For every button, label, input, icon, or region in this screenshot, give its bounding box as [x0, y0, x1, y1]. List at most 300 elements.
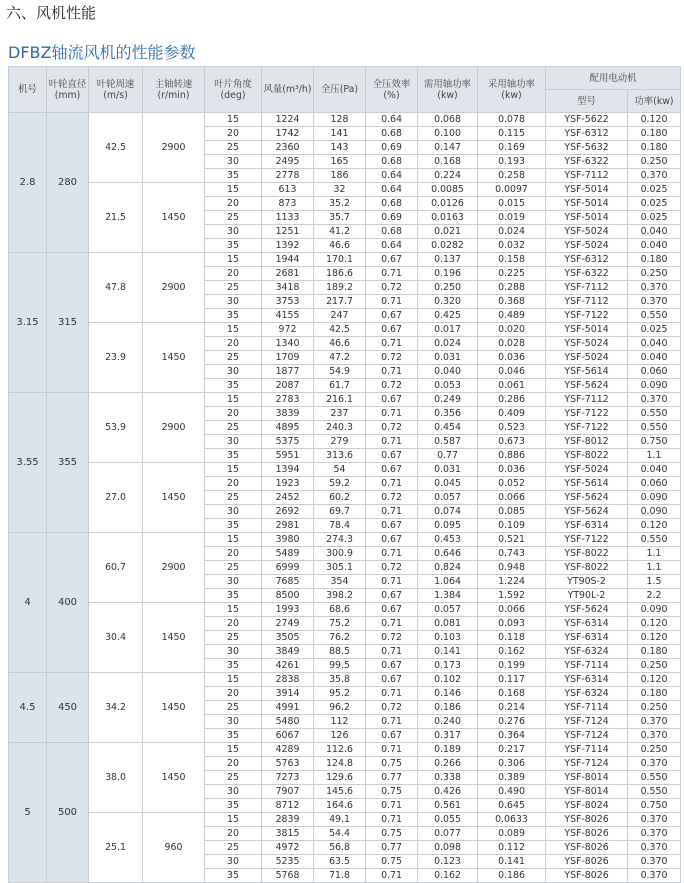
used-power-cell: 0.015: [478, 197, 546, 211]
motor-power-cell: 0.550: [628, 771, 681, 785]
used-power-cell: 0.141: [478, 855, 546, 869]
efficiency-cell: 0.71: [366, 505, 418, 519]
motor-power-cell: 0.250: [628, 155, 681, 169]
motor-model-cell: YSF-7114: [546, 701, 628, 715]
motor-power-cell: 0.250: [628, 659, 681, 673]
efficiency-cell: 0.71: [366, 267, 418, 281]
required-power-cell: 0.141: [418, 645, 478, 659]
efficiency-cell: 0.71: [366, 435, 418, 449]
pressure-cell: 240.3: [314, 421, 366, 435]
motor-power-cell: 0.120: [628, 673, 681, 687]
airflow-cell: 2838: [262, 673, 314, 687]
efficiency-cell: 0.64: [366, 113, 418, 127]
blade-angle-cell: 35: [205, 169, 262, 183]
efficiency-cell: 0.69: [366, 211, 418, 225]
required-power-cell: 0.053: [418, 379, 478, 393]
motor-model-cell: YSF-5632: [546, 141, 628, 155]
blade-angle-cell: 30: [205, 155, 262, 169]
used-power-cell: 0.115: [478, 127, 546, 141]
tip-speed-cell: 34.2: [89, 673, 143, 743]
motor-power-cell: 0.025: [628, 197, 681, 211]
required-power-cell: 0.824: [418, 561, 478, 575]
shaft-speed-cell: 1450: [143, 673, 205, 743]
used-power-cell: 0.169: [478, 141, 546, 155]
pressure-cell: 49.1: [314, 813, 366, 827]
efficiency-cell: 0.71: [366, 295, 418, 309]
motor-model-cell: YSF-5624: [546, 603, 628, 617]
motor-model-cell: YSF-6314: [546, 673, 628, 687]
header-total-pressure: 全压(Pa): [314, 67, 366, 113]
airflow-cell: 5235: [262, 855, 314, 869]
required-power-cell: 0.266: [418, 757, 478, 771]
required-power-cell: 0.240: [418, 715, 478, 729]
pressure-cell: 164.6: [314, 799, 366, 813]
motor-power-cell: 0.250: [628, 267, 681, 281]
used-power-cell: 0.276: [478, 715, 546, 729]
motor-power-cell: 0.040: [628, 337, 681, 351]
used-power-cell: 0.225: [478, 267, 546, 281]
required-power-cell: 0.426: [418, 785, 478, 799]
required-power-cell: 0.045: [418, 477, 478, 491]
pressure-cell: 247: [314, 309, 366, 323]
airflow-cell: 7273: [262, 771, 314, 785]
airflow-cell: 2692: [262, 505, 314, 519]
table-row: [9, 253, 681, 267]
used-power-cell: 0.093: [478, 617, 546, 631]
motor-model-cell: YSF-5624: [546, 491, 628, 505]
motor-model-cell: YSF-8012: [546, 435, 628, 449]
header-tip-speed: 叶轮周速(m/s): [89, 67, 143, 113]
motor-model-cell: YSF-8026: [546, 869, 628, 883]
motor-power-cell: 0.370: [628, 757, 681, 771]
airflow-cell: 1709: [262, 351, 314, 365]
motor-power-cell: 0.250: [628, 701, 681, 715]
blade-angle-cell: 15: [205, 603, 262, 617]
motor-model-cell: YSF-8026: [546, 841, 628, 855]
airflow-cell: 2783: [262, 393, 314, 407]
motor-model-cell: YSF-5014: [546, 323, 628, 337]
blade-angle-cell: 35: [205, 869, 262, 883]
motor-power-cell: 0.120: [628, 519, 681, 533]
used-power-cell: 1.224: [478, 575, 546, 589]
motor-model-cell: YSF-5014: [546, 183, 628, 197]
motor-power-cell: 0.550: [628, 309, 681, 323]
motor-model-cell: YSF-8026: [546, 813, 628, 827]
motor-model-cell: YSF-5024: [546, 463, 628, 477]
pressure-cell: 170.1: [314, 253, 366, 267]
table-header: [9, 67, 681, 113]
pressure-cell: 71.8: [314, 869, 366, 883]
pressure-cell: 112.6: [314, 743, 366, 757]
pressure-cell: 216.1: [314, 393, 366, 407]
used-power-cell: 0.193: [478, 155, 546, 169]
blade-angle-cell: 35: [205, 309, 262, 323]
tip-speed-cell: 23.9: [89, 323, 143, 393]
motor-power-cell: 0.040: [628, 351, 681, 365]
required-power-cell: 0.186: [418, 701, 478, 715]
pressure-cell: 141: [314, 127, 366, 141]
motor-model-cell: YSF-6314: [546, 519, 628, 533]
motor-model-cell: YSF-5624: [546, 379, 628, 393]
pressure-cell: 60.2: [314, 491, 366, 505]
airflow-cell: 2778: [262, 169, 314, 183]
airflow-cell: 8712: [262, 799, 314, 813]
used-power-cell: 0.948: [478, 561, 546, 575]
required-power-cell: 0.0126: [418, 197, 478, 211]
airflow-cell: 613: [262, 183, 314, 197]
required-power-cell: 0.068: [418, 113, 478, 127]
table-row: [9, 813, 681, 827]
efficiency-cell: 0.64: [366, 239, 418, 253]
motor-power-cell: 0.370: [628, 715, 681, 729]
motor-model-cell: YT90S-2: [546, 575, 628, 589]
blade-angle-cell: 25: [205, 491, 262, 505]
airflow-cell: 5951: [262, 449, 314, 463]
used-power-cell: 0.673: [478, 435, 546, 449]
motor-model-cell: YSF-7122: [546, 533, 628, 547]
used-power-cell: 0.052: [478, 477, 546, 491]
motor-power-cell: 0.750: [628, 799, 681, 813]
used-power-cell: 0.036: [478, 351, 546, 365]
airflow-cell: 4972: [262, 841, 314, 855]
motor-model-cell: YSF-5614: [546, 365, 628, 379]
used-power-cell: 1.592: [478, 589, 546, 603]
airflow-cell: 3815: [262, 827, 314, 841]
shaft-speed-cell: 2900: [143, 253, 205, 323]
efficiency-cell: 0.75: [366, 855, 418, 869]
blade-angle-cell: 25: [205, 351, 262, 365]
airflow-cell: 2452: [262, 491, 314, 505]
pressure-cell: 35.8: [314, 673, 366, 687]
efficiency-cell: 0.67: [366, 659, 418, 673]
blade-angle-cell: 35: [205, 729, 262, 743]
airflow-cell: 1224: [262, 113, 314, 127]
used-power-cell: 0.158: [478, 253, 546, 267]
efficiency-cell: 0.71: [366, 365, 418, 379]
efficiency-cell: 0.67: [366, 519, 418, 533]
motor-model-cell: YSF-5024: [546, 351, 628, 365]
pressure-cell: 88.5: [314, 645, 366, 659]
motor-power-cell: 1.5: [628, 575, 681, 589]
airflow-cell: 2495: [262, 155, 314, 169]
table-row: [9, 603, 681, 617]
motor-power-cell: 2.2: [628, 589, 681, 603]
blade-angle-cell: 30: [205, 785, 262, 799]
motor-power-cell: 0.120: [628, 113, 681, 127]
airflow-cell: 1877: [262, 365, 314, 379]
impeller-diameter-cell: 500: [47, 743, 89, 883]
required-power-cell: 0.024: [418, 337, 478, 351]
motor-model-cell: YSF-7112: [546, 169, 628, 183]
motor-power-cell: 1.1: [628, 561, 681, 575]
airflow-cell: 2087: [262, 379, 314, 393]
blade-angle-cell: 15: [205, 533, 262, 547]
required-power-cell: 0.055: [418, 813, 478, 827]
efficiency-cell: 0.72: [366, 421, 418, 435]
blade-angle-cell: 20: [205, 687, 262, 701]
motor-model-cell: YSF-6322: [546, 155, 628, 169]
efficiency-cell: 0.68: [366, 127, 418, 141]
used-power-cell: 0.306: [478, 757, 546, 771]
motor-power-cell: 0.250: [628, 743, 681, 757]
motor-power-cell: 0.370: [628, 393, 681, 407]
header-shaft-speed: 主轴转速(r/min): [143, 67, 205, 113]
efficiency-cell: 0.67: [366, 253, 418, 267]
motor-power-cell: 0.550: [628, 407, 681, 421]
used-power-cell: 0.368: [478, 295, 546, 309]
tip-speed-cell: 42.5: [89, 113, 143, 183]
required-power-cell: 0.123: [418, 855, 478, 869]
required-power-cell: 1.064: [418, 575, 478, 589]
pressure-cell: 32: [314, 183, 366, 197]
header-motor-model: 型号: [546, 90, 628, 113]
motor-power-cell: 0.370: [628, 827, 681, 841]
efficiency-cell: 0.64: [366, 169, 418, 183]
efficiency-cell: 0.72: [366, 351, 418, 365]
pressure-cell: 237: [314, 407, 366, 421]
required-power-cell: 0.137: [418, 253, 478, 267]
blade-angle-cell: 25: [205, 211, 262, 225]
shaft-speed-cell: 1450: [143, 323, 205, 393]
shaft-speed-cell: 2900: [143, 393, 205, 463]
pressure-cell: 398.2: [314, 589, 366, 603]
efficiency-cell: 0.72: [366, 491, 418, 505]
used-power-cell: 0.199: [478, 659, 546, 673]
airflow-cell: 873: [262, 197, 314, 211]
pressure-cell: 69.7: [314, 505, 366, 519]
airflow-cell: 3505: [262, 631, 314, 645]
airflow-cell: 3914: [262, 687, 314, 701]
used-power-cell: 0.020: [478, 323, 546, 337]
section-title: 六、风机性能: [6, 4, 97, 22]
efficiency-cell: 0.67: [366, 673, 418, 687]
used-power-cell: 0.186: [478, 869, 546, 883]
required-power-cell: 0.098: [418, 841, 478, 855]
pressure-cell: 61.7: [314, 379, 366, 393]
blade-angle-cell: 25: [205, 281, 262, 295]
required-power-cell: 1.384: [418, 589, 478, 603]
airflow-cell: 5763: [262, 757, 314, 771]
airflow-cell: 7685: [262, 575, 314, 589]
blade-angle-cell: 30: [205, 645, 262, 659]
efficiency-cell: 0.75: [366, 785, 418, 799]
motor-model-cell: YSF-8014: [546, 785, 628, 799]
header-impeller-diameter: 叶轮直径(mm): [47, 67, 89, 113]
required-power-cell: 0.173: [418, 659, 478, 673]
machine-no-cell: 5: [9, 743, 47, 883]
blade-angle-cell: 35: [205, 519, 262, 533]
used-power-cell: 0.078: [478, 113, 546, 127]
required-power-cell: 0.040: [418, 365, 478, 379]
pressure-cell: 68.6: [314, 603, 366, 617]
required-power-cell: 0.100: [418, 127, 478, 141]
machine-no-cell: 4: [9, 533, 47, 673]
impeller-diameter-cell: 400: [47, 533, 89, 673]
impeller-diameter-cell: 315: [47, 253, 89, 393]
tip-speed-cell: 47.8: [89, 253, 143, 323]
shaft-speed-cell: 1450: [143, 743, 205, 813]
required-power-cell: 0.077: [418, 827, 478, 841]
required-power-cell: 0.0282: [418, 239, 478, 253]
efficiency-cell: 0.64: [366, 183, 418, 197]
used-power-cell: 0.286: [478, 393, 546, 407]
blade-angle-cell: 20: [205, 267, 262, 281]
blade-angle-cell: 30: [205, 855, 262, 869]
required-power-cell: 0.0163: [418, 211, 478, 225]
motor-model-cell: YSF-7112: [546, 281, 628, 295]
used-power-cell: 0.032: [478, 239, 546, 253]
motor-model-cell: YSF-6324: [546, 645, 628, 659]
motor-power-cell: 0.180: [628, 253, 681, 267]
airflow-cell: 2681: [262, 267, 314, 281]
tip-speed-cell: 21.5: [89, 183, 143, 253]
required-power-cell: 0.168: [418, 155, 478, 169]
used-power-cell: 0.409: [478, 407, 546, 421]
motor-power-cell: 0.370: [628, 869, 681, 883]
required-power-cell: 0.224: [418, 169, 478, 183]
pressure-cell: 46.6: [314, 239, 366, 253]
blade-angle-cell: 25: [205, 631, 262, 645]
motor-model-cell: YSF-8022: [546, 449, 628, 463]
pressure-cell: 186: [314, 169, 366, 183]
airflow-cell: 1133: [262, 211, 314, 225]
motor-power-cell: 0.060: [628, 477, 681, 491]
blade-angle-cell: 20: [205, 547, 262, 561]
blade-angle-cell: 35: [205, 239, 262, 253]
motor-power-cell: 0.040: [628, 239, 681, 253]
airflow-cell: 6999: [262, 561, 314, 575]
impeller-diameter-cell: 280: [47, 113, 89, 253]
required-power-cell: 0.147: [418, 141, 478, 155]
required-power-cell: 0.146: [418, 687, 478, 701]
used-power-cell: 0.489: [478, 309, 546, 323]
pressure-cell: 78.4: [314, 519, 366, 533]
blade-angle-cell: 20: [205, 337, 262, 351]
efficiency-cell: 0.68: [366, 225, 418, 239]
pressure-cell: 59.2: [314, 477, 366, 491]
used-power-cell: 0.118: [478, 631, 546, 645]
header-airflow: 风量(m³/h): [262, 67, 314, 113]
airflow-cell: 1340: [262, 337, 314, 351]
required-power-cell: 0.057: [418, 491, 478, 505]
motor-power-cell: 0.370: [628, 729, 681, 743]
used-power-cell: 0.112: [478, 841, 546, 855]
required-power-cell: 0.196: [418, 267, 478, 281]
motor-power-cell: 0.750: [628, 435, 681, 449]
used-power-cell: 0.490: [478, 785, 546, 799]
fan-performance-table: [8, 66, 681, 883]
blade-angle-cell: 15: [205, 183, 262, 197]
motor-power-cell: 0.090: [628, 505, 681, 519]
motor-model-cell: YSF-5014: [546, 211, 628, 225]
efficiency-cell: 0.72: [366, 701, 418, 715]
blade-angle-cell: 25: [205, 421, 262, 435]
pressure-cell: 75.2: [314, 617, 366, 631]
used-power-cell: 0.521: [478, 533, 546, 547]
pressure-cell: 128: [314, 113, 366, 127]
motor-power-cell: 0.120: [628, 617, 681, 631]
required-power-cell: 0.189: [418, 743, 478, 757]
airflow-cell: 2981: [262, 519, 314, 533]
efficiency-cell: 0.67: [366, 589, 418, 603]
efficiency-cell: 0.71: [366, 869, 418, 883]
motor-model-cell: YSF-5622: [546, 113, 628, 127]
used-power-cell: 0.024: [478, 225, 546, 239]
used-power-cell: 0.168: [478, 687, 546, 701]
blade-angle-cell: 35: [205, 449, 262, 463]
tip-speed-cell: 27.0: [89, 463, 143, 533]
table-body: [9, 113, 681, 883]
shaft-speed-cell: 1450: [143, 183, 205, 253]
airflow-cell: 3418: [262, 281, 314, 295]
used-power-cell: 0.258: [478, 169, 546, 183]
airflow-cell: 5489: [262, 547, 314, 561]
airflow-cell: 1251: [262, 225, 314, 239]
shaft-speed-cell: 1450: [143, 603, 205, 673]
required-power-cell: 0.561: [418, 799, 478, 813]
motor-power-cell: 0.370: [628, 169, 681, 183]
impeller-diameter-cell: 450: [47, 673, 89, 743]
required-power-cell: 0.338: [418, 771, 478, 785]
required-power-cell: 0.317: [418, 729, 478, 743]
pressure-cell: 54: [314, 463, 366, 477]
efficiency-cell: 0.71: [366, 715, 418, 729]
motor-power-cell: 1.1: [628, 547, 681, 561]
table-row: [9, 463, 681, 477]
airflow-cell: 3753: [262, 295, 314, 309]
airflow-cell: 8500: [262, 589, 314, 603]
efficiency-cell: 0.67: [366, 729, 418, 743]
table-row: [9, 113, 681, 127]
motor-model-cell: YSF-7114: [546, 743, 628, 757]
airflow-cell: 5375: [262, 435, 314, 449]
pressure-cell: 186.6: [314, 267, 366, 281]
motor-power-cell: 0.370: [628, 281, 681, 295]
pressure-cell: 279: [314, 435, 366, 449]
blade-angle-cell: 15: [205, 743, 262, 757]
motor-power-cell: 0.180: [628, 645, 681, 659]
machine-no-cell: 4.5: [9, 673, 47, 743]
required-power-cell: 0.162: [418, 869, 478, 883]
motor-model-cell: YSF-7124: [546, 715, 628, 729]
efficiency-cell: 0.71: [366, 813, 418, 827]
airflow-cell: 4289: [262, 743, 314, 757]
airflow-cell: 972: [262, 323, 314, 337]
blade-angle-cell: 30: [205, 225, 262, 239]
table-row: [9, 323, 681, 337]
efficiency-cell: 0.68: [366, 197, 418, 211]
motor-model-cell: YSF-8022: [546, 561, 628, 575]
airflow-cell: 3980: [262, 533, 314, 547]
motor-model-cell: YSF-5024: [546, 225, 628, 239]
blade-angle-cell: 25: [205, 841, 262, 855]
motor-model-cell: YSF-8024: [546, 799, 628, 813]
airflow-cell: 3839: [262, 407, 314, 421]
motor-model-cell: YSF-8026: [546, 855, 628, 869]
blade-angle-cell: 15: [205, 463, 262, 477]
motor-power-cell: 0.370: [628, 813, 681, 827]
required-power-cell: 0.031: [418, 463, 478, 477]
header-motor: 配用电动机: [546, 67, 681, 90]
header-efficiency: 全压效率(%): [366, 67, 418, 113]
used-power-cell: 0.162: [478, 645, 546, 659]
blade-angle-cell: 35: [205, 379, 262, 393]
blade-angle-cell: 30: [205, 365, 262, 379]
pressure-cell: 112: [314, 715, 366, 729]
motor-model-cell: YSF-7124: [546, 757, 628, 771]
pressure-cell: 46.6: [314, 337, 366, 351]
motor-model-cell: YSF-7112: [546, 393, 628, 407]
